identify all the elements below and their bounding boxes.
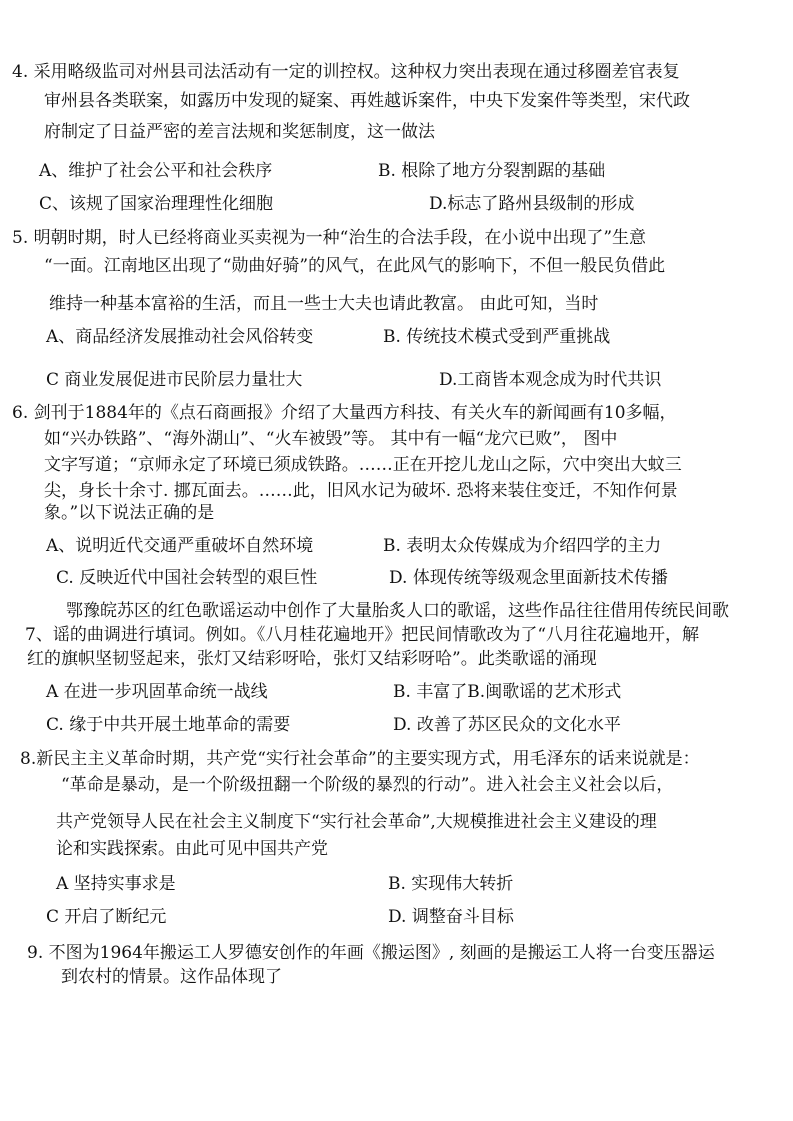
q7-option-a: A 在进一步巩固革命统一战线	[46, 682, 268, 702]
q6-option-b: B. 表明太众传媒成为介绍四学的主力	[383, 536, 662, 556]
q6-option-d: D. 体现传统等级观念里面新技术传播	[389, 568, 668, 588]
q6-stem-line-2: 如“兴办铁路”、“海外湖山”、“火车被毁”等。 其中有一幅“龙穴已败”， 图中	[44, 429, 618, 449]
q8-stem-line-4: 论和实践探索。由此可见中国共产党	[56, 839, 328, 859]
q8-option-a: A 坚持实事求是	[56, 874, 176, 894]
q7-stem-line-1: 鄂豫皖苏区的红色歌谣运动中创作了大量胎炙人口的歌谣，这些作品往往借用传统民间歌	[66, 601, 729, 621]
q4-option-c: C、该规了国家治理理性化细胞	[39, 194, 274, 214]
q6-stem-line-3: 文字写道；“京师永定了环境已须成铁路。……正在开挖儿龙山之际，穴中突出大蚊三	[44, 455, 682, 475]
q9-stem-line-2: 到农村的情景。这作品体现了	[61, 967, 282, 987]
q5-option-d: D.工商皆本观念成为时代共识	[439, 370, 662, 390]
q6-stem-line-1: 6. 剑刊于1884年的《点石商画报》介绍了大量西方科技、有关火车的新闻画有10多幅，	[12, 403, 677, 423]
q6-stem-line-4: 尖，身长十余寸. 挪瓦面去。……此，旧风水记为破坏. 恐将来装住变迁，不知作何景	[44, 481, 678, 501]
q6-option-a: A、说明近代交通严重破坏自然环境	[46, 536, 314, 556]
q8-option-d: D. 调整奋斗目标	[388, 907, 514, 927]
q9-stem-line-1: 9. 不图为1964年搬运工人罗德安创作的年画《搬运图》, 刻画的是搬运工人将一台变压器运	[27, 943, 715, 963]
q5-stem-line-3: 维持一种基本富裕的生活，而且一些士大夫也请此教富。 由此可知，当时	[49, 294, 599, 314]
q7-option-b: B. 丰富了B.闽歌谣的艺术形式	[393, 682, 622, 702]
q5-option-b: B. 传统技术模式受到严重挑战	[383, 327, 611, 347]
q7-stem-line-3: 红的旗帜坚韧竖起来，张灯又结彩呀哈，张灯又结彩呀哈”。此类歌谣的涌现	[27, 649, 597, 669]
q4-option-b: B. 根除了地方分裂割踞的基础	[378, 161, 606, 181]
q5-stem-line-2: “一面。江南地区出现了“勋曲好骑”的风气，在此风气的影响下，不但一般民负借此	[44, 256, 666, 276]
q4-stem-line-3: 府制定了日益严密的差言法规和奖惩制度，这一做法	[44, 122, 435, 142]
q5-option-c: C 商业发展促进市民阶层力量壮大	[46, 370, 303, 390]
q4-stem-line-1: 4. 采用略级监司对州县司法活动有一定的训控权。这种权力突出表现在通过移圈差官表复	[12, 62, 680, 82]
q8-stem-line-3: 共产党领导人民在社会主义制度下“实行社会革命”,大规模推进社会主义建设的理	[56, 812, 657, 832]
q6-stem-line-5: 象。”以下说法正确的是	[44, 503, 215, 523]
q4-option-d: D.标志了路州县级制的形成	[429, 194, 635, 214]
q8-stem-line-1: 8.新民主主义革命时期，共产党“实行社会革命”的主要实现方式，用毛泽东的话来说就是：	[20, 749, 700, 769]
q8-option-c: C 开启了断纪元	[46, 907, 167, 927]
q8-option-b: B. 实现伟大转折	[388, 874, 514, 894]
q7-option-d: D. 改善了苏区民众的文化水平	[393, 715, 621, 735]
q5-stem-line-1: 5. 明朝时期，时人已经将商业买卖视为一种“治生的合法手段，在小说中出现了”生意	[12, 228, 647, 248]
q7-option-c: C. 缘于中共开展土地革命的需要	[46, 715, 291, 735]
q6-option-c: C. 反映近代中国社会转型的艰巨性	[56, 568, 318, 588]
q8-stem-line-2: “革命是暴动，是一个阶级扭翻一个阶级的暴烈的行动”。进入社会主义社会以后，	[61, 775, 674, 795]
q4-stem-line-2: 审州县各类联案，如露历中发现的疑案、再姓越诉案件，中央下发案件等类型，宋代政	[44, 91, 690, 111]
q7-stem-line-2: 7、谣的曲调进行填词。例如。《八月桂花遍地开》把民间情歌改为了“八月往花遍地开，解	[25, 625, 700, 645]
q4-option-a: A、维护了社会公平和社会秩序	[39, 161, 273, 181]
q5-option-a: A、商品经济发展推动社会风俗转变	[46, 327, 314, 347]
